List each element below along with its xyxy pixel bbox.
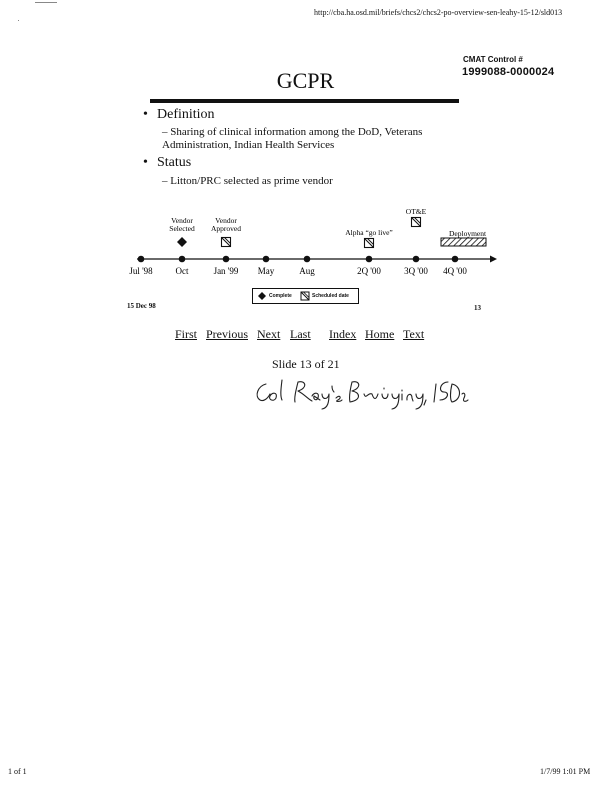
footer-print-timestamp: 1/7/99 1:01 PM bbox=[540, 767, 591, 776]
scheduled-box-icon bbox=[365, 239, 374, 248]
milestone-label: OT&E bbox=[405, 207, 427, 216]
slide-page-number: 13 bbox=[474, 304, 481, 312]
timeline-tick-label: 3Q '00 bbox=[404, 266, 428, 276]
timeline-milestone bbox=[169, 216, 195, 247]
milestone-label: Vendor bbox=[171, 216, 193, 225]
timeline-tick-label: May bbox=[257, 266, 275, 276]
scheduled-box-icon bbox=[301, 292, 309, 300]
nav-index-link[interactable]: Index bbox=[329, 327, 357, 341]
bullet-detail-text: Sharing of clinical information among the DoD, Veterans Administration, Indian Health Services bbox=[162, 126, 423, 151]
legend bbox=[252, 288, 359, 304]
bullet-label: Definition bbox=[157, 107, 215, 122]
bullet-status-detail: – Litton/PRC selected as prime vendor bbox=[162, 175, 333, 187]
timeline-tick-dot bbox=[452, 256, 459, 263]
timeline-tick-label: Jul '98 bbox=[129, 266, 153, 276]
timeline-tick-dot bbox=[223, 256, 230, 263]
bullet-status bbox=[143, 155, 191, 171]
timeline-chart bbox=[120, 200, 500, 285]
slide-date: 15 Dec 98 bbox=[127, 302, 156, 310]
page-url: http://cba.ha.osd.mil/briefs/chcs2/chcs2-po-overview-sen-leahy-15-12/sld013 bbox=[314, 8, 563, 17]
nav-previous-link[interactable]: Previous bbox=[206, 327, 248, 341]
cmat-control-number: 1999088-0000024 bbox=[462, 66, 555, 78]
legend-complete-label: Complete bbox=[269, 293, 292, 299]
nav-text-link[interactable]: Text bbox=[403, 327, 425, 341]
bullet-dot-icon: • bbox=[143, 107, 148, 122]
scheduled-box-icon bbox=[222, 238, 231, 247]
complete-diamond-icon bbox=[177, 237, 187, 247]
timeline-tick-dot bbox=[413, 256, 420, 263]
slide-title bbox=[0, 68, 611, 94]
timeline-tick-dot bbox=[366, 256, 373, 263]
nav-next-link[interactable]: Next bbox=[257, 327, 281, 341]
bullet-definition bbox=[143, 107, 215, 123]
timeline-tick-label: 2Q '00 bbox=[357, 266, 381, 276]
milestone-label: Approved bbox=[211, 224, 241, 233]
timeline-tick-label: 4Q '00 bbox=[443, 266, 467, 276]
slide-title-text: GCPR bbox=[276, 68, 335, 93]
scheduled-box-icon bbox=[412, 218, 421, 227]
complete-diamond-icon bbox=[258, 292, 266, 300]
milestone-label: Deployment bbox=[449, 229, 487, 238]
scan-mark bbox=[35, 2, 57, 3]
scan-speck bbox=[18, 20, 19, 21]
timeline-tick-label: Jan '99 bbox=[213, 266, 239, 276]
milestone-label: Alpha “go live” bbox=[345, 228, 393, 237]
timeline-milestone bbox=[406, 207, 427, 227]
milestone-label: Selected bbox=[169, 224, 195, 233]
timeline-milestone bbox=[345, 228, 392, 248]
milestone-label: Vendor bbox=[215, 216, 237, 225]
timeline-milestones bbox=[169, 207, 487, 248]
nav-last-link[interactable]: Last bbox=[290, 327, 311, 341]
nav-home-link[interactable]: Home bbox=[365, 327, 395, 341]
timeline-arrowhead-icon bbox=[490, 256, 497, 263]
timeline-tick-dot bbox=[179, 256, 186, 263]
bullet-definition-detail: – Sharing of clinical information among the DoD, Veterans Administration, Indian Health Services bbox=[162, 126, 423, 151]
bullet-dot-icon: • bbox=[143, 155, 148, 170]
timeline-milestone bbox=[211, 216, 241, 247]
timeline-tick-dot bbox=[304, 256, 311, 263]
timeline-milestone bbox=[441, 229, 487, 246]
cmat-control-label: CMAT Control # bbox=[463, 55, 523, 64]
bullet-detail-text: Litton/PRC selected as prime vendor bbox=[170, 175, 333, 187]
timeline-tick-dot bbox=[263, 256, 270, 263]
timeline-tick-label: Oct bbox=[175, 266, 189, 276]
footer-page-count: 1 of 1 bbox=[8, 767, 27, 776]
slide-counter: Slide 13 of 21 bbox=[272, 357, 340, 371]
nav-first-link[interactable]: First bbox=[175, 327, 198, 341]
deployment-range-bar bbox=[441, 238, 486, 246]
legend-scheduled-label: Scheduled date bbox=[312, 293, 349, 299]
title-rule bbox=[150, 99, 459, 103]
bullet-label: Status bbox=[157, 155, 192, 170]
handwritten-annotation bbox=[252, 372, 472, 412]
timeline-tick-label: Aug bbox=[299, 266, 315, 276]
timeline-tick-dot bbox=[138, 256, 145, 263]
